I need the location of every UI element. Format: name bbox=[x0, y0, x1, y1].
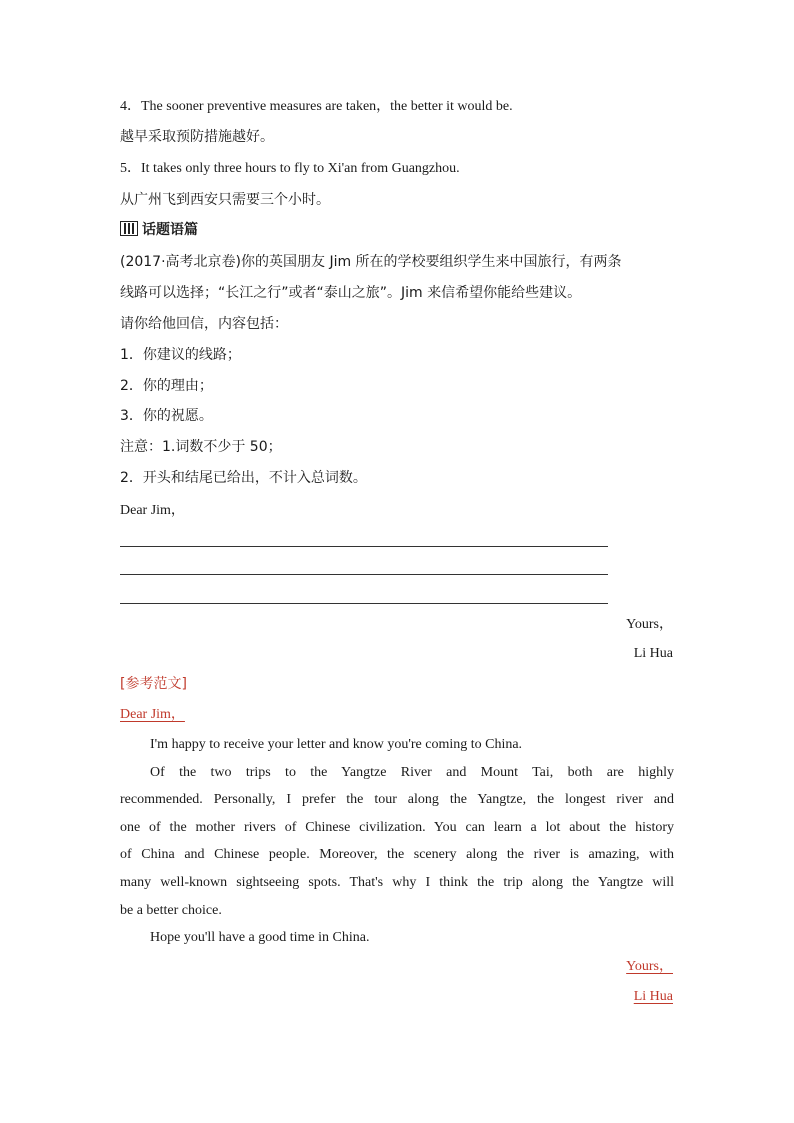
letter-signature: Li Hua bbox=[633, 646, 673, 661]
answer-line bbox=[120, 603, 608, 604]
sample-closing: Yours， bbox=[626, 959, 673, 974]
sample-paragraph-2-line-5: many well-known sightseeing spots. That's why I think the trip along the Yangtze will bbox=[120, 875, 674, 890]
item-5-english: 5．It takes only three hours to fly to Xi'an from Guangzhou. bbox=[120, 161, 460, 176]
task-point-3: 3．你的祝愿。 bbox=[120, 408, 213, 424]
sample-paragraph-2-line-3: one of the mother rivers of Chinese civilization. You can learn a lot about the history bbox=[120, 820, 674, 835]
task-intro-line-1: (2017·高考北京卷)你的英国朋友 Jim 所在的学校要组织学生来中国旅行，有两条 bbox=[120, 254, 622, 270]
section-heading bbox=[120, 220, 198, 241]
item-5-chinese: 从广州飞到西安只需要三个小时。 bbox=[120, 192, 330, 208]
task-note-2: 2．开头和结尾已给出，不计入总词数。 bbox=[120, 470, 367, 486]
sample-label: [参考范文] bbox=[120, 676, 187, 692]
task-note-1: 注意：1.词数不少于 50； bbox=[120, 439, 282, 455]
item-4-chinese: 越早采取预防措施越好。 bbox=[120, 129, 274, 145]
section-title: 话题语篇 bbox=[142, 222, 198, 238]
sample-paragraph-1: I'm happy to receive your letter and know you're coming to China. bbox=[150, 737, 523, 752]
letter-salutation: Dear Jim， bbox=[120, 503, 185, 518]
letter-closing: Yours， bbox=[626, 617, 673, 632]
sample-salutation: Dear Jim， bbox=[120, 707, 185, 722]
item-4-english: 4．The sooner preventive measures are taken，the better it would be. bbox=[120, 99, 513, 114]
sample-paragraph-2-line-4: of China and Chinese people. Moreover, the scenery along the river is amazing, with bbox=[120, 847, 674, 862]
roman-numeral-three-icon bbox=[120, 221, 138, 236]
task-intro-line-3: 请你给他回信，内容包括： bbox=[120, 316, 288, 332]
sample-paragraph-2-line-6: be a better choice. bbox=[120, 903, 222, 918]
task-intro-line-2: 线路可以选择；“长江之行”或者“泰山之旅”。Jim 来信希望你能给些建议。 bbox=[120, 285, 582, 301]
sample-paragraph-3: Hope you'll have a good time in China. bbox=[150, 930, 370, 945]
sample-signature: Li Hua bbox=[633, 989, 673, 1004]
answer-line bbox=[120, 546, 608, 547]
sample-paragraph-2-line-1: Of the two trips to the Yangtze River and Mount Tai, both are highly bbox=[150, 765, 674, 780]
answer-line bbox=[120, 574, 608, 575]
task-point-1: 1．你建议的线路； bbox=[120, 347, 241, 363]
task-point-2: 2．你的理由； bbox=[120, 378, 213, 394]
sample-paragraph-2-line-2: recommended. Personally, I prefer the tour along the Yangtze, the longest river and bbox=[120, 792, 674, 807]
